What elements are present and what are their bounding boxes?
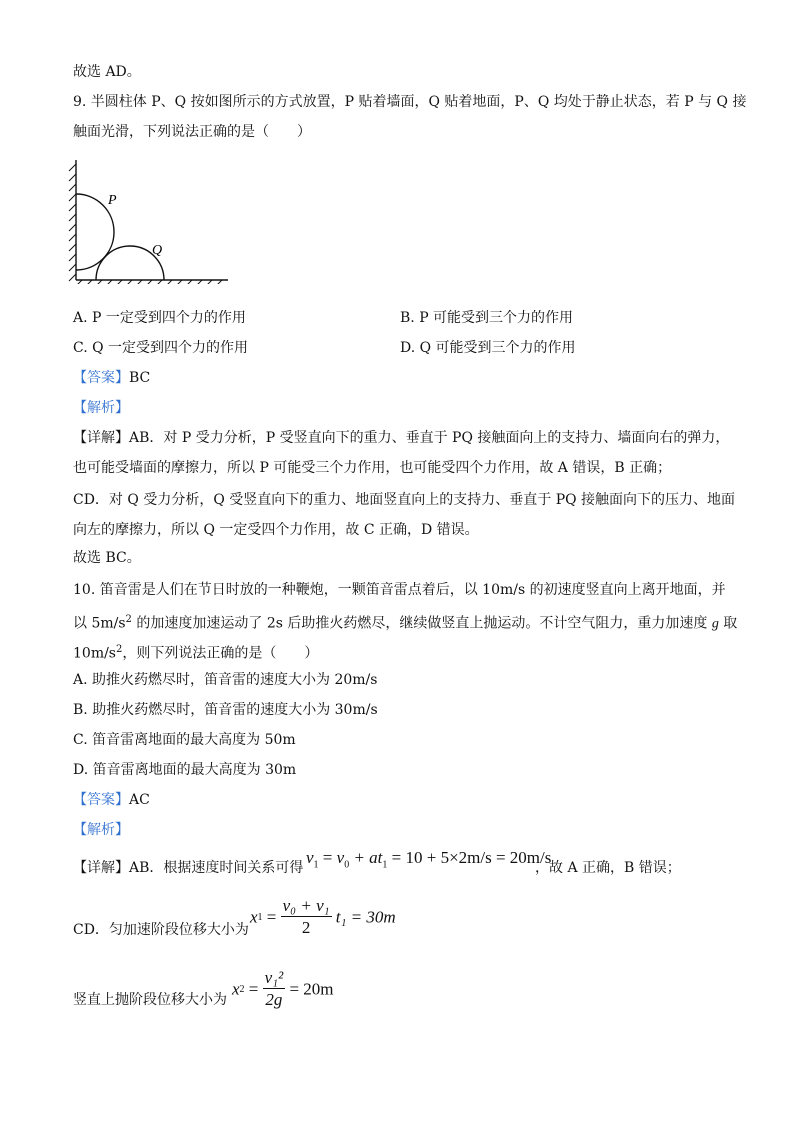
x1-equation: x1 = $\frac{\text{v₀ + v₁}}{2}$ t₁ = 30m bbox=[250, 896, 396, 937]
option-9d: D. Q 可能受到三个力的作用 bbox=[400, 340, 576, 356]
question-10-text-1: 10. 笛音雷是人们在节日时放的一种鞭炮，一颗笛音雷点着后，以 10m/s 的初速度竖直向上离开地面，并 bbox=[73, 582, 726, 598]
symbol-v: v bbox=[336, 848, 345, 867]
q10-text-part: 取 bbox=[718, 615, 738, 632]
analysis-tag-10: 【解析】 bbox=[73, 822, 129, 838]
line-choose-bc: 故选 BC。 bbox=[73, 550, 141, 566]
option-10c: C. 笛音雷离地面的最大高度为 50m bbox=[73, 732, 296, 748]
q10-text-part: ，则下列说法正确的是（ ） bbox=[122, 645, 319, 662]
x2-equation: x2 = $\frac{\text{v₁²}}{2g}$ = 20m bbox=[232, 968, 334, 1009]
label-p: P bbox=[108, 193, 117, 208]
answer-9 bbox=[73, 368, 150, 388]
detail-tag: 【详解】 bbox=[73, 430, 129, 446]
question-9-figure bbox=[66, 154, 236, 284]
detail-10-line-2: CD．匀加速阶段位移大小为 bbox=[73, 922, 249, 938]
detail-10-line-1 bbox=[73, 858, 303, 878]
q10-text-part: 以 5m/s bbox=[73, 615, 126, 632]
eq-part: = bbox=[318, 848, 337, 867]
option-10d: D. 笛音雷离地面的最大高度为 30m bbox=[73, 762, 297, 778]
answer-10 bbox=[73, 790, 150, 810]
detail-9-line-2: 也可能受墙面的摩擦力，所以 P 可能受三个力作用，也可能受四个力作用，故 A 错误，B 正确； bbox=[73, 460, 672, 476]
analysis-tag-9: 【解析】 bbox=[73, 400, 129, 416]
question-9-text-2: 触面光滑，下列说法正确的是（ ） bbox=[73, 124, 311, 140]
q10-text-part: 的加速度加速运动了 2s 后助推火药燃尽，继续做竖直上抛运动。不计空气阻力，重力加速度 bbox=[131, 615, 712, 632]
symbol-x: x bbox=[250, 907, 258, 927]
option-9a: A. P 一定受到四个力的作用 bbox=[73, 310, 246, 326]
detail-9-line-3: CD．对 Q 受力分析，Q 受竖直向下的重力、地面竖直向上的支持力、垂直于 PQ 接触面向下的压力、地面 bbox=[73, 492, 736, 508]
answer-value: AC bbox=[129, 792, 150, 808]
answer-value: BC bbox=[129, 370, 151, 386]
option-10b: B. 助推火药燃尽时，笛音雷的速度大小为 30m/s bbox=[73, 702, 378, 718]
q10-text-part: 10m/s bbox=[73, 645, 116, 662]
detail-tag: 【详解】 bbox=[73, 860, 129, 876]
fraction-denominator: 2 bbox=[301, 918, 311, 937]
detail-10-line-1-end: ，故 A 正确，B 错误； bbox=[535, 860, 681, 876]
question-10-text-3 bbox=[73, 640, 318, 664]
symbol-v: v bbox=[306, 848, 314, 867]
subscript: 1 bbox=[257, 912, 263, 923]
detail-text: AB．根据速度时间关系可得 bbox=[129, 860, 304, 876]
detail-9-line-4: 向左的摩擦力，所以 Q 一定受四个力作用，故 C 正确，D 错误。 bbox=[73, 522, 479, 538]
question-9-text-1: 9. 半圆柱体 P、Q 按如图所示的方式放置，P 贴着墙面，Q 贴着地面，P、Q 均处于静止状态，若 P 与 Q 接 bbox=[73, 94, 747, 110]
question-10-text-2 bbox=[73, 610, 737, 635]
x1-fraction bbox=[281, 896, 332, 939]
fraction-numerator: v₁² bbox=[264, 968, 284, 987]
answer-tag: 【答案】 bbox=[73, 370, 129, 386]
symbol-g: g bbox=[711, 616, 719, 632]
x2-fraction bbox=[263, 968, 286, 1011]
eq-part: + at bbox=[349, 848, 383, 867]
subscript: 2 bbox=[239, 984, 245, 995]
subscript: 1 bbox=[382, 859, 388, 871]
superscript: 2 bbox=[116, 644, 123, 655]
option-10a: A. 助推火药燃尽时，笛音雷的速度大小为 20m/s bbox=[73, 672, 378, 688]
eq-part: t₁ = 30m bbox=[335, 907, 396, 927]
subscript: 1 bbox=[313, 859, 319, 871]
detail-10-line-3: 竖直上抛阶段位移大小为 bbox=[73, 992, 227, 1008]
detail-9-line-1 bbox=[73, 428, 729, 448]
label-q: Q bbox=[152, 243, 163, 258]
eq-part: = 10 + 5×2m/s = 20m/s bbox=[387, 848, 552, 867]
answer-tag: 【答案】 bbox=[73, 792, 129, 808]
subscript: 0 bbox=[344, 859, 350, 871]
option-9c: C. Q 一定受到四个力的作用 bbox=[73, 340, 249, 356]
velocity-equation bbox=[306, 848, 551, 875]
option-9b: B. P 可能受到三个力的作用 bbox=[400, 310, 574, 326]
superscript: 2 bbox=[125, 614, 132, 625]
fraction-denominator: 2g bbox=[265, 990, 283, 1009]
detail-text: AB．对 P 受力分析，P 受竖直向下的重力、垂直于 PQ 接触面向上的支持力、墙面向右的弹力， bbox=[129, 430, 730, 446]
symbol-x: x bbox=[232, 979, 240, 999]
fraction-numerator: v₀ + v₁ bbox=[282, 896, 330, 915]
line-choose-ad: 故选 AD。 bbox=[73, 64, 141, 80]
eq-part: = 20m bbox=[289, 979, 334, 999]
